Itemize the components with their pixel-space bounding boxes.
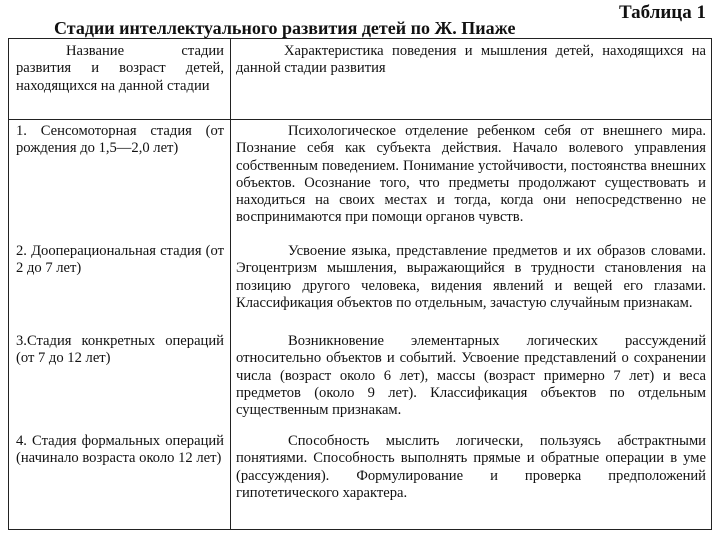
stage-description: Психологическое отделение ребенком себя от внешнего мира. Познание себя как субъекта действия. Начало волевого управления собственным поведением. Понимание устойчивости, постоянства внешних объектов. Осознание того, что предметы продолжают существовать и находиться на своих местах и тогда, когда они непосредственно не воспринимаются при помощи органов чувств. [236,123,706,226]
table-header-row [9,39,711,120]
table-row [9,239,711,329]
piaget-stages-table [8,38,712,530]
stage-name: 1. Сенсомоторная стадия (от рождения до 1,5—2,0 лет) [16,123,224,157]
stage-description: Способность мыслить логически, пользуясь абстрактными понятиями. Способность выполнять прямые и обратные операции в уме (рассуждения). Формулирование и проверка предположений гипотетического характера. [236,433,706,501]
table-row [9,329,711,429]
table-row [9,429,711,529]
page-title: Стадии интеллектуального развития детей по Ж. Пиаже [54,18,516,38]
stage-description: Возникновение элементарных логических рассуждений относительно объектов и событий. Усвоение представлений о сохранении числа (возраст около 6 лет), массы (возраст примерно 7 лет) и веса предметов (около 9 лет). Классификация объектов по отдельным существенным признакам. [236,333,706,419]
table-label: Таблица 1 [618,2,706,23]
stage-description: Усвоение языка, представление предметов и их образов словами. Эгоцентризм мышления, выражающийся в трудности становления на позицию другого человека, видения явлений и вещей его глазами. Классификация объектов по отдельным, зачастую случайным признакам. [236,243,706,311]
stage-name: 3.Стадия конкретных операций (от 7 до 12 лет) [16,333,224,367]
table-row [9,119,711,239]
stage-name: 4. Стадия формальных операций (начинало возраста около 12 лет) [16,433,224,467]
header-stage-name: Название стадии развития и возраст детей, находящихся на данной стадии [16,43,224,94]
header-characteristics: Характеристика поведения и мышления детей, находящихся на данной стадии развития [236,43,706,77]
stage-name: 2. Дооперациональная стадия (от 2 до 7 лет) [16,243,224,277]
